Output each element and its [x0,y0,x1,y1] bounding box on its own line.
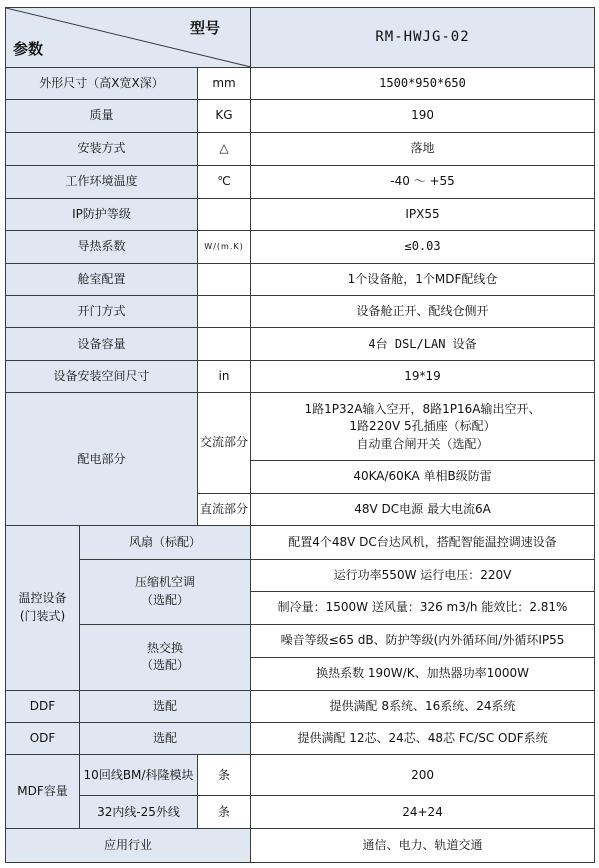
table-row [6,796,595,829]
size-label: 外形尺寸（高X宽X深） [6,67,198,99]
compressor-ac-value-2: 制冷量：1500W 送风量：326 m3/h 能效比：2.81% [251,592,595,624]
cooling-label [6,526,80,690]
ac-line-1: 1路1P32A输入空开，8路1P16A输出空开、 [304,401,541,416]
space-unit: in [198,360,251,392]
table-row [6,132,595,165]
capacity-label: 设备容量 [6,328,198,360]
table-row [6,67,595,99]
space-label: 设备安装空间尺寸 [6,360,198,392]
param-header-label: 参数 [13,40,44,59]
compressor-ac-label-line-1: 压缩机空调 [135,575,196,590]
mdf-row2-label: 32内线-25外线 [80,796,198,829]
odf-label: ODF [6,722,80,754]
heat-exchanger-label [80,624,251,690]
table-row [6,624,595,657]
ip-unit [198,198,251,230]
temp-value: -40 ～ +55 [251,166,595,198]
dc-part-label: 直流部分 [198,493,251,525]
ip-label: IP防护等级 [6,198,198,230]
cooling-label-line-1: 温控设备 [18,591,67,606]
table-row [6,690,595,722]
ip-value: IPX55 [251,198,595,230]
thermal-unit: W/(m.K) [198,231,251,263]
thermal-value: ≤0.03 [251,231,595,263]
install-unit: △ [198,132,251,165]
ddf-label: DDF [6,690,80,722]
heat-exchanger-value-2: 换热系数 190W/K、加热器功率1000W [251,658,595,690]
mdf-row1-unit: 条 [198,755,251,796]
table-row [6,166,595,198]
heat-exchanger-value-1: 噪音等级≤65 dB、防护等级(内外循环间/外循环IP55 [251,624,595,657]
industry-label: 应用行业 [6,829,251,863]
mdf-label: MDF容量 [6,755,80,829]
compressor-ac-value-1: 运行功率550W 运行电压：220V [251,559,595,591]
temp-label: 工作环境温度 [6,166,198,198]
odf-value: 提供满配 12芯、24芯、48芯 FC/SC ODF系统 [251,722,595,754]
size-value: 1500*950*650 [251,67,595,99]
ac-line-3: 自动重合闸开关（选配） [356,436,489,451]
table-row [6,829,595,863]
spec-table [5,7,595,863]
mass-value: 190 [251,100,595,132]
model-header-label: 型号 [190,19,221,37]
header-row [6,8,595,68]
install-label: 安装方式 [6,132,198,165]
heat-exchanger-label-line-1: 热交换 [147,640,184,655]
ac-breakers-value [251,393,595,461]
cabin-unit [198,263,251,295]
industry-value: 通信、电力、轨道交通 [251,829,595,863]
size-unit: mm [198,67,251,99]
install-value: 落地 [251,132,595,165]
door-unit [198,296,251,328]
table-row [6,393,595,461]
table-row [6,755,595,796]
table-row [6,559,595,591]
heat-exchanger-label-line-2: （选配） [141,658,190,673]
door-label: 开门方式 [6,296,198,328]
compressor-ac-label [80,559,251,624]
fan-value: 配置4个48V DC台达风机，搭配智能温控调速设备 [251,526,595,559]
ac-surge-value: 40KA/60KA 单相B级防雷 [251,461,595,493]
capacity-value: 4台 DSL/LAN 设备 [251,328,595,360]
ddf-option: 选配 [80,690,251,722]
ddf-value: 提供满配 8系统、16系统、24系统 [251,690,595,722]
mass-label: 质量 [6,100,198,132]
table-row [6,722,595,754]
table-row [6,100,595,132]
cooling-label-line-2: (门装式) [19,608,66,623]
cabin-value: 1个设备舱，1个MDF配线仓 [251,263,595,295]
fan-label: 风扇（标配） [80,526,251,559]
table-row [6,231,595,263]
mdf-row2-unit: 条 [198,796,251,829]
mdf-row1-value: 200 [251,755,595,796]
mdf-row2-value: 24+24 [251,796,595,829]
table-row [6,263,595,295]
odf-option: 选配 [80,722,251,754]
space-value: 19*19 [251,360,595,392]
temp-unit: ℃ [198,166,251,198]
door-value: 设备舱正开、配线仓侧开 [251,296,595,328]
table-row [6,360,595,392]
model-value: RM-HWJG-02 [251,8,595,68]
table-row [6,328,595,360]
ac-part-label: 交流部分 [198,393,251,493]
table-row [6,198,595,230]
mass-unit: KG [198,100,251,132]
compressor-ac-label-line-2: （选配） [141,592,190,607]
capacity-unit [198,328,251,360]
table-row [6,296,595,328]
cabin-label: 舱室配置 [6,263,198,295]
table-row [6,526,595,559]
power-label: 配电部分 [6,393,198,526]
thermal-label: 导热系数 [6,231,198,263]
dc-value: 48V DC电源 最大电流6A [251,493,595,525]
mdf-row1-label: 10回线BM/科隆模块 [80,755,198,796]
header-corner-cell [6,8,251,68]
ac-line-2: 1路220V 5孔插座（标配） [349,419,496,434]
